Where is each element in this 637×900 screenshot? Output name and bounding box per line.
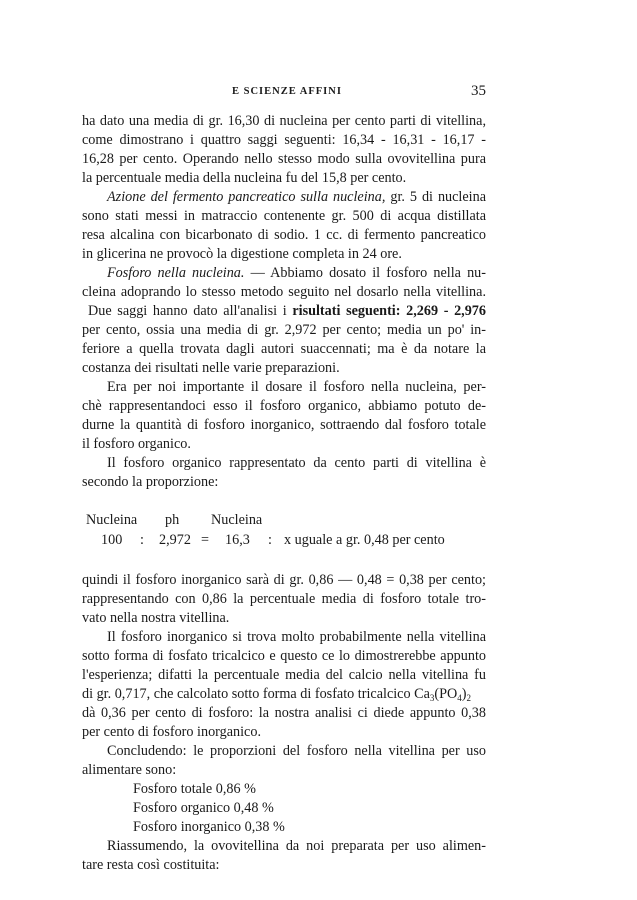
- list-item: Fosforo organico 0,48 %: [133, 800, 274, 816]
- chemical-formula: $Ca_3(PO_4)_2$: [414, 686, 471, 703]
- text-line: Azione del fermento pancreatico sulla nucleina, gr. 5 di nucleina: [107, 189, 486, 205]
- text-line: resa alcalina con bicarbonato di sodio. 1 cc. di fermento pancreatico: [82, 227, 486, 243]
- text-line: Era per noi importante il dosare il fosforo nella nucleina, per-: [107, 379, 486, 395]
- proportion-header: Nucleina: [86, 512, 138, 528]
- page-header: [82, 83, 486, 101]
- text-line: in glicerina ne provocò la digestione completa in 24 ore.: [82, 246, 402, 262]
- text-line: dà 0,36 per cento di fosforo: la nostra analisi ci diede appunto 0,38: [82, 705, 486, 721]
- list-item: Fosforo inorganico 0,38 %: [133, 819, 285, 835]
- proportion-value: 2,972: [159, 532, 191, 548]
- running-title: E SCIENZE AFFINI: [232, 86, 342, 97]
- text-line: Concludendo: le proporzioni del fosforo nella vitellina per uso: [107, 743, 486, 759]
- proportion-header: ph: [165, 512, 180, 528]
- text-line: l'esperienza; difatti la percentuale media del calcio nella vitellina fu: [82, 667, 486, 683]
- text-line: rappresentando con 0,86 la percentuale media di fosforo totale tro-: [82, 591, 486, 607]
- text-line: per cento di fosforo inorganico.: [82, 724, 261, 740]
- text-line: 16,28 per cento. Operando nello stesso modo sulla ovovitellina pura: [82, 151, 486, 167]
- text-line: sono stati messi in matraccio contenente gr. 500 di acqua distillata: [82, 208, 486, 224]
- text-line: quindi il fosforo inorganico sarà di gr. 0,86 — 0,48 = 0,38 per cento;: [82, 572, 486, 588]
- text-line: di gr. 0,717, che calcolato sotto forma di fosfato tricalcico $Ca_3(PO_4)_2$: [82, 686, 471, 703]
- text-line: costanza dei risultati nelle varie preparazioni.: [82, 360, 340, 376]
- text-line: vato nella nostra vitellina.: [82, 610, 230, 626]
- proportion-operator: :: [140, 532, 144, 548]
- list-item: Fosforo totale 0,86 %: [133, 781, 256, 797]
- text-line: Il fosforo inorganico si trova molto probabilmente nella vitellina: [107, 629, 486, 645]
- text-line: come dimostrano i quattro saggi seguenti: 16,34 - 16,31 - 16,17 -: [82, 132, 486, 148]
- text-line: Due saggi hanno dato all'analisi i risultati seguenti: 2,269 - 2,976: [88, 303, 486, 319]
- text-line: secondo la proporzione:: [82, 474, 219, 490]
- proportion-value: 16,3: [225, 532, 250, 548]
- section-heading: Fosforo nella nucleina.: [107, 265, 245, 281]
- proportion-result: x uguale a gr. 0,48 per cento: [284, 532, 445, 548]
- text-line: Fosforo nella nucleina. — Abbiamo dosato il fosforo nella nu-: [107, 265, 486, 281]
- text-line: Il fosforo organico rappresentato da cento parti di vitellina è: [107, 455, 486, 471]
- text-line: la percentuale media della nucleina fu del 15,8 per cento.: [82, 170, 407, 186]
- proportion-header: Nucleina: [211, 512, 263, 528]
- text-line: chè rappresentandoci esso il fosforo organico, abbiamo potuto de-: [82, 398, 486, 414]
- proportion-operator: :: [268, 532, 272, 548]
- proportion-value: 100: [101, 532, 123, 548]
- text-line: sotto forma di fosfato tricalcico e questo ce lo dimostrerebbe appunto: [82, 648, 486, 664]
- text-line: durne la quantità di fosforo inorganico, sottraendo dal fosforo totale: [82, 417, 486, 433]
- text-line: feriore a quella trovata dagli autori suaccennati; ma è da notare la: [82, 341, 486, 357]
- text-line: per cento, ossia una media di gr. 2,972 per cento; media un po' in-: [82, 322, 486, 338]
- text-line: tare resta così costituita:: [82, 857, 220, 873]
- text-line: Riassumendo, la ovovitellina da noi preparata per uso alimen-: [107, 838, 486, 854]
- page-number: 35: [471, 83, 486, 99]
- text-line: il fosforo organico.: [82, 436, 191, 452]
- text-line: alimentare sono:: [82, 762, 177, 778]
- text-line: ha dato una media di gr. 16,30 di nucleina per cento parti di vitellina,: [82, 113, 486, 129]
- section-heading: Azione del fermento pancreatico sulla nucleina,: [107, 189, 386, 205]
- proportion-operator: =: [201, 532, 210, 548]
- text-line: cleina adoprando lo stesso metodo seguito nel dosarlo nella vitellina.: [82, 284, 486, 300]
